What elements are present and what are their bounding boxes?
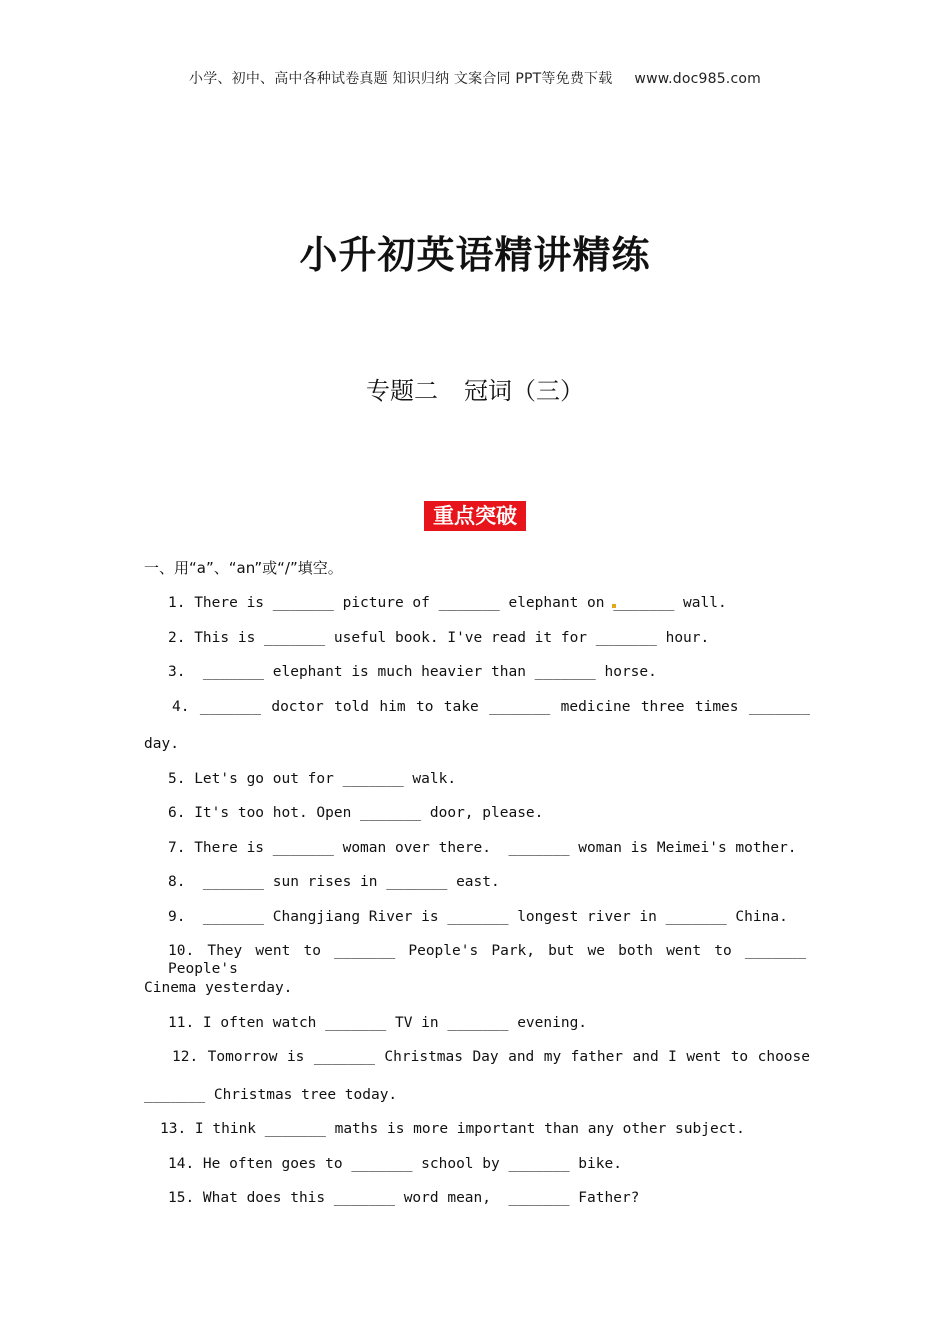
question-3: 3. _______ elephant is much heavier than _______ horse. (168, 664, 657, 680)
question-2: 2. This is _______ useful book. I've read it for _______ hour. (168, 630, 710, 646)
subtitle-topic: 专题二 (366, 377, 438, 405)
question-12: 12. Tomorrow is _______ Christmas Day and my father and I went to choose (172, 1049, 810, 1065)
question-15: 15. What does this _______ word mean, _______ Father? (168, 1190, 640, 1206)
question-11: 11. I often watch _______ TV in _______ evening. (168, 1015, 588, 1031)
question-13: 13. I think _______ maths is more important than any other subject. (160, 1121, 745, 1137)
question-6: 6. It's too hot. Open _______ door, please. (168, 805, 544, 821)
question-14: 14. He often goes to _______ school by _______ bike. (168, 1156, 622, 1172)
question-7: 7. There is _______ woman over there. _______ woman is Meimei's mother. (168, 840, 797, 856)
question-12-continued: _______ Christmas tree today. (144, 1087, 398, 1103)
question-4: 4. _______ doctor told him to take _______ medicine three times _______ (172, 699, 810, 715)
question-4-continued: day. (144, 736, 179, 752)
question-5: 5. Let's go out for _______ walk. (168, 771, 457, 787)
document-subtitle (0, 371, 950, 406)
question-1: 1. There is _______ picture of _______ elephant on _______ wall. (168, 595, 727, 611)
header-text: 小学、初中、高中各种试卷真题 知识归纳 文案合同 PPT等免费下载 (189, 71, 613, 87)
question-10: 10. They went to _______ People's Park, but we both went to _______ People's (168, 943, 806, 977)
page-header (0, 68, 950, 88)
question-8: 8. _______ sun rises in _______ east. (168, 874, 500, 890)
subtitle-name: 冠词（三） (464, 377, 584, 405)
section-badge: 重点突破 (424, 501, 526, 531)
document-title: 小升初英语精讲精练 (299, 233, 651, 277)
question-9: 9. _______ Changjiang River is _______ longest river in _______ China. (168, 909, 788, 925)
question-10-continued: Cinema yesterday. (144, 980, 293, 996)
header-site[interactable]: www.doc985.com (634, 71, 761, 87)
exercise-instruction: 一、用“a”、“an”或“/”填空。 (144, 559, 343, 577)
